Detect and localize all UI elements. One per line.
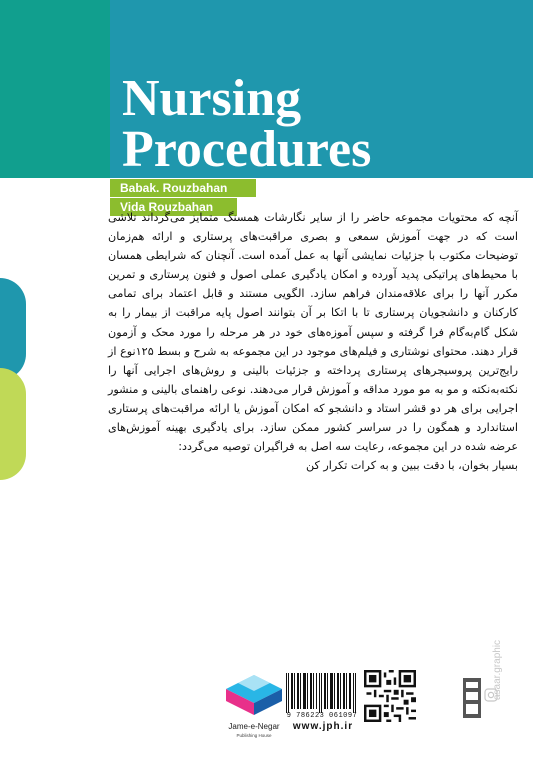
author-1: Babak. Rouzbahan <box>110 179 256 197</box>
title-line-1: Nursing <box>122 70 302 127</box>
side-tab-green <box>0 368 26 480</box>
publisher-website: www.jph.ir <box>292 721 354 732</box>
description-paragraph: آنچه که محتویات مجموعه حاضر را از سایر نگارشات همسنگ متمایز می‌گرداند تلاشی است که در جهت آموزش سمعی و بصری مراقبت‌های پرستاری و ارائه هم‌زمان توضیحات مکتوب با جزئیات نمایشی آنها به عمل آمده است. آنچنان که شرایطی همسان با محیط‌های پراتیکی پدید آورده و امکان یادگیری عملی اصول و فنون پرستاری و تمرین مکرر آنها را برای علاقه‌مندان فراهم سازد. الگویی مستند و قابل اعتماد برای تمامی کارکنان و دانشجویان پرستاری تا با اتکا بر آن بتوانند اصول پایه مراقبت از بیمار را به شکل گام‌به‌گام فرا گرفته و سپس آموزه‌های خود در هر مرحله را مورد محک و آزمون قرار دهند. محتوای نوشتاری و فیلم‌های موجود در این مجموعه به شرح و بسط ۱۲۵نوع از رایج‌ترین پروسیجرهای پرستاری پرداخته و جزئیات بالینی و روش‌های اجرایی آنها را نکته‌به‌نکته و مو به مو مورد مداقه و آموزش قرار می‌دهند. نوعی راهنمای بالینی و منشور اجرایی برای هر دو قشر استاد و دانشجو که امکان آموزش یا ارائه مراقبت‌های پرستاری استاندارد و همگون را در سراسر کشور ممکن سازد. برای یادگیری بهینه آموزش‌های عرضه شده در این مجموعه، رعایت سه اصل به فراگیران توصیه می‌گردد: <box>108 211 519 454</box>
watermark-text: asaar.graphic <box>492 639 503 700</box>
side-tab-blue <box>0 278 26 380</box>
closing-line: بسیار بخوان، با دقت ببین و به کرات تکرار کن <box>305 459 518 473</box>
banner-left-strip <box>0 0 110 178</box>
publisher-name: Jame-e-Negar <box>228 722 280 731</box>
isbn-digits: 9 786223 061097 <box>286 712 358 720</box>
description-text <box>108 208 518 475</box>
qr-code-icon <box>364 670 416 722</box>
author-2: Vida Rouzbahan <box>110 198 237 216</box>
vertical-stamp-icon <box>463 678 481 718</box>
title-banner <box>0 0 533 178</box>
publisher-subtitle: Publishing House <box>236 733 272 738</box>
title-line-2: Procedures <box>122 121 372 178</box>
publisher-logo-icon <box>218 655 290 727</box>
barcode-icon <box>284 673 360 713</box>
